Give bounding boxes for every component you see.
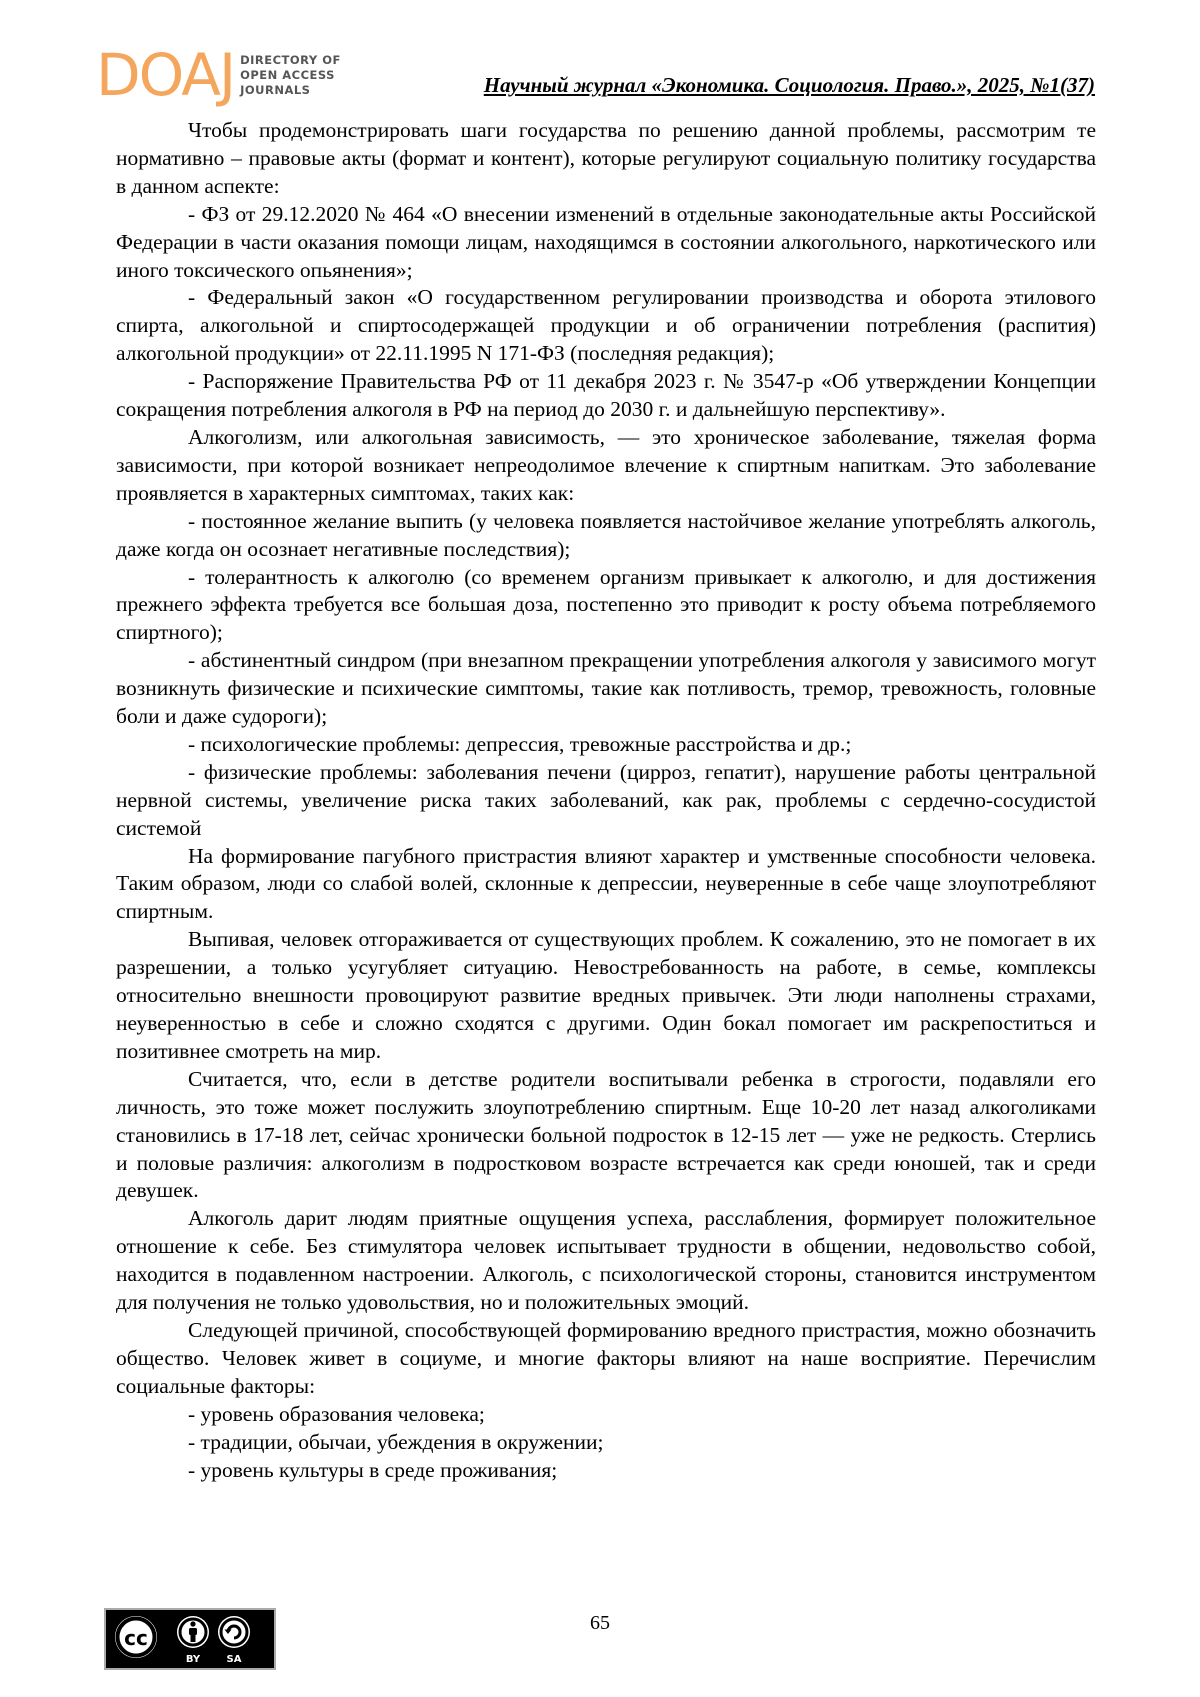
svg-text:cc: cc bbox=[124, 1626, 148, 1650]
paragraph: - толерантность к алкоголю (со временем организм привыкает к алкоголю, и для достижения прежнего эффекта требуется все большая доза, постепенно это приводит к росту объема потребляемого спиртного); bbox=[116, 564, 1096, 645]
paragraph: Алкоголизм, или алкогольная зависимость, — это хроническое заболевание, тяжелая форма зависимости, при которой возникает непреодолимое влечение к спиртным напиткам. Это заболевание проявляется в характерных симптомах, таких как: bbox=[116, 424, 1096, 505]
paragraph: - уровень образования человека; bbox=[188, 1401, 485, 1426]
paragraph: - Федеральный закон «О государственном регулировании производства и оборота этилового спирта, алкогольной и спиртосодержащей продукции и об ограничении потребления (распития) алкогольной продукции» от 22.11.1995 N 171-ФЗ (последняя редакция); bbox=[116, 285, 1096, 366]
paragraph: - физические проблемы: заболевания печени (цирроз, гепатит), нарушение работы центральной нервной системы, увеличение риска таких заболеваний, как рак, проблемы с сердечно-сосудистой системой bbox=[116, 759, 1096, 840]
license-sa-label: SA bbox=[226, 1654, 242, 1665]
paragraph: Чтобы продемонстрировать шаги государства по решению данной проблемы, рассмотрим те нормативно – правовые акты (формат и контент), которые регулируют социальную политику государства в данном аспекте: bbox=[116, 118, 1096, 198]
paragraph: Следующей причиной, способствующей формированию вредного пристрастия, можно обозначить общество. Человек живет в социуме, и многие факторы влияют на наше восприятие. Перечислим социальные факторы: bbox=[116, 1317, 1096, 1398]
paragraph: На формирование пагубного пристрастия влияют характер и умственные способности человека. Таким образом, люди со слабой волей, склонные к депрессии, неуверенные в себе чаще злоупотребляют спиртным. bbox=[116, 843, 1096, 924]
paragraph: Алкоголь дарит людям приятные ощущения успеха, расслабления, формирует положительное отношение к себе. Без стимулятора человек испытывает трудности в общении, недовольство собой, находится в подавленном настроении. Алкоголь, с психологической стороны, становится инструментом для получения не только удовольствия, но и положительных эмоций. bbox=[116, 1206, 1096, 1315]
paragraph: Считается, что, если в детстве родители воспитывали ребенка в строгости, подавляли его личность, это тоже может послужить злоупотреблению спиртным. Еще 10-20 лет назад алкоголиками становились в 17-18 лет, сейчас хронически больной подросток в 12-15 лет — уже не редкость. Стерлись и половые различия: алкоголизм в подростковом возрасте встречается как среди юношей, так и среди девушек. bbox=[116, 1066, 1096, 1203]
doaj-logo-mark: DOAJ bbox=[96, 41, 235, 109]
paragraph: - традиции, обычаи, убеждения в окружении; bbox=[188, 1429, 604, 1454]
page-number: 65 bbox=[590, 1612, 610, 1634]
paragraph: - абстинентный синдром (при внезапном прекращении употребления алкоголя у зависимого могут возникнуть физические и психические симптомы, такие как потливость, тремор, тревожность, головные боли и даже судороги); bbox=[116, 648, 1096, 729]
doaj-logo bbox=[96, 41, 341, 109]
paragraph: - постоянное желание выпить (у человека появляется настойчивое желание употреблять алкоголь, даже когда он осознает негативные последствия); bbox=[116, 508, 1096, 561]
paragraph: - уровень культуры в среде проживания; bbox=[188, 1457, 558, 1482]
license-by-label: BY bbox=[185, 1654, 201, 1665]
paragraph: - Распоряжение Правительства РФ от 11 декабря 2023 г. № 3547-р «Об утверждении Концепции сокращения потребления алкоголя в РФ на период до 2030 г. и дальнейшую перспективу». bbox=[116, 369, 1096, 422]
paragraph: - психологические проблемы: депрессия, тревожные расстройства и др.; bbox=[188, 731, 852, 756]
doaj-logo-line: JOURNALS bbox=[240, 82, 311, 97]
paragraph: Выпивая, человек отгораживается от существующих проблем. К сожалению, это не помогает в их разрешении, а только усугубляет ситуацию. Невостребованность на работе, в семье, комплексы относительно внешности провоцируют развитие вредных привычек. Эти люди наполнены страхами, неуверенностью в себе и сложно сходятся с другими. Один бокал помогает им раскрепоститься и позитивнее смотреть на мир. bbox=[116, 927, 1096, 1063]
doaj-logo-line: DIRECTORY OF bbox=[240, 52, 341, 67]
paragraph: - ФЗ от 29.12.2020 № 464 «О внесении изменений в отдельные законодательные акты Российской Федерации в части оказания помощи лицам, находящимся в состоянии алкогольного, наркотического или иного токсического опьянения»; bbox=[116, 201, 1096, 282]
doaj-logo-text bbox=[240, 53, 341, 98]
doaj-logo-line: OPEN ACCESS bbox=[240, 67, 335, 82]
article-body bbox=[116, 117, 1096, 1484]
journal-running-header: Научный журнал «Экономика. Социология. Право.», 2025, №1(37) bbox=[483, 73, 1095, 97]
